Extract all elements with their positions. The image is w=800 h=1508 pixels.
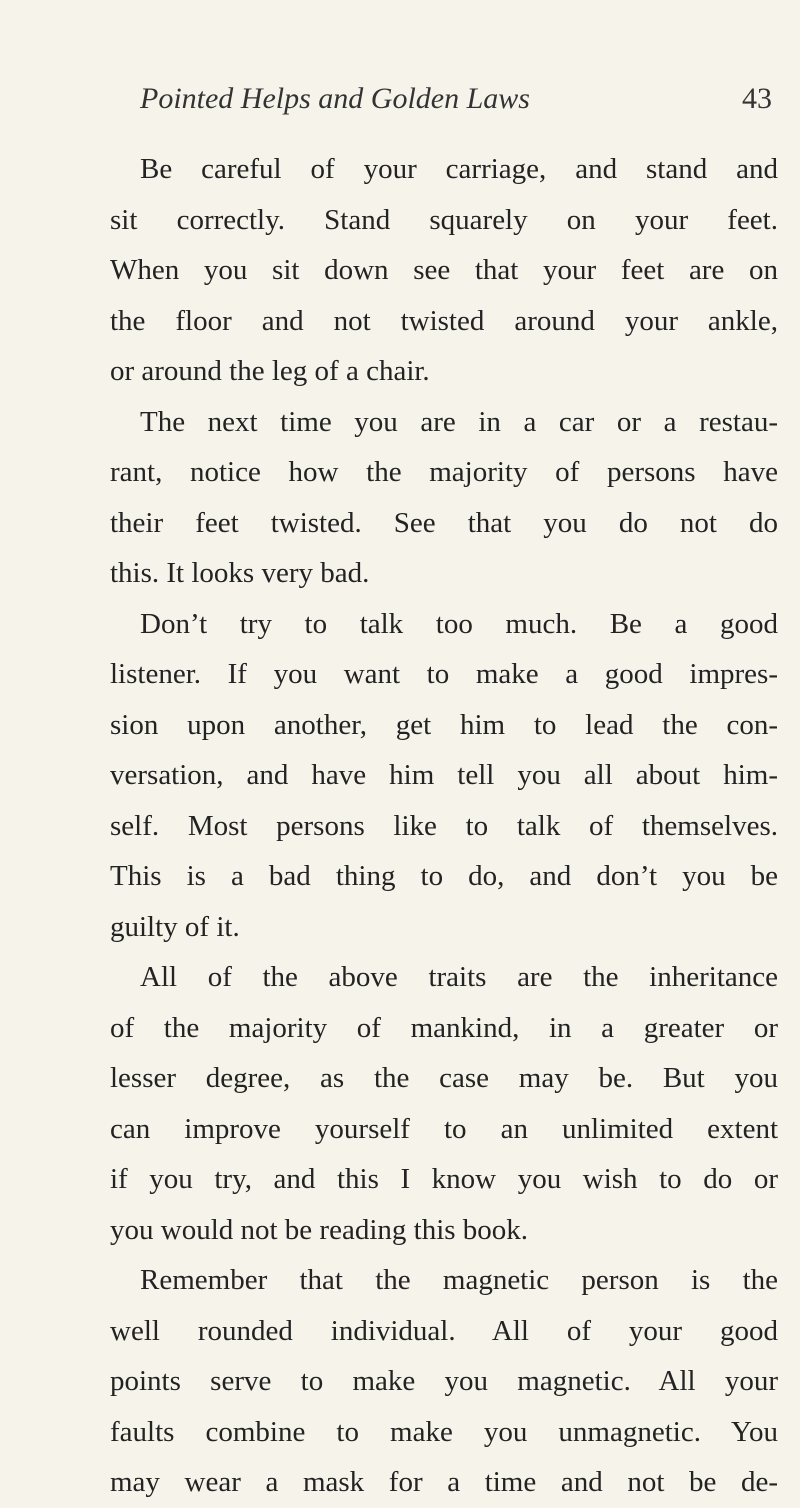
page-number: 43 — [742, 82, 772, 115]
text-line: sion upon another, get him to lead the con- — [110, 708, 778, 741]
text-line: faults combine to make you unmagnetic. You — [110, 1415, 778, 1448]
text-line: their feet twisted. See that you do not do — [110, 506, 778, 539]
text-line: lesser degree, as the case may be. But you — [110, 1062, 778, 1094]
text-line: sit correctly. Stand squarely on your feet. — [110, 203, 778, 236]
text-line: the floor and not twisted around your ankle, — [110, 304, 778, 337]
running-header — [140, 82, 772, 116]
text-line: guilty of it. — [110, 910, 240, 943]
text-line: When you sit down see that your feet are on — [110, 254, 778, 286]
text-line: This is a bad thing to do, and don’t you be — [110, 860, 778, 892]
text-line: All of the above traits are the inheritance — [140, 961, 778, 993]
text-line: you would not be reading this book. — [110, 1213, 529, 1246]
text-line: Don’t try to talk too much. Be a good — [140, 607, 778, 640]
text-line: versation, and have him tell you all about him- — [110, 759, 778, 791]
text-line: can improve yourself to an unlimited extent — [110, 1112, 778, 1145]
text-line: of the majority of mankind, in a greater or — [110, 1011, 778, 1044]
text-line: if you try, and this I know you wish to do or — [110, 1163, 778, 1195]
text-line: listener. If you want to make a good impres- — [110, 658, 778, 690]
body-text — [110, 144, 778, 1508]
text-line: may wear a mask for a time and not be de- — [110, 1466, 778, 1498]
text-line: self. Most persons like to talk of themselves. — [110, 809, 778, 842]
text-line: or around the leg of a chair. — [110, 355, 430, 387]
text-line: Remember that the magnetic person is the — [140, 1264, 778, 1296]
text-line: well rounded individual. All of your good — [110, 1314, 778, 1347]
text-line: points serve to make you magnetic. All your — [110, 1365, 778, 1397]
text-line: The next time you are in a car or a restau- — [140, 405, 778, 438]
running-title: Pointed Helps and Golden Laws — [140, 82, 530, 115]
text-line: this. It looks very bad. — [110, 557, 370, 589]
text-line: rant, notice how the majority of persons have — [110, 456, 778, 488]
text-line: Be careful of your carriage, and stand and — [140, 153, 778, 185]
